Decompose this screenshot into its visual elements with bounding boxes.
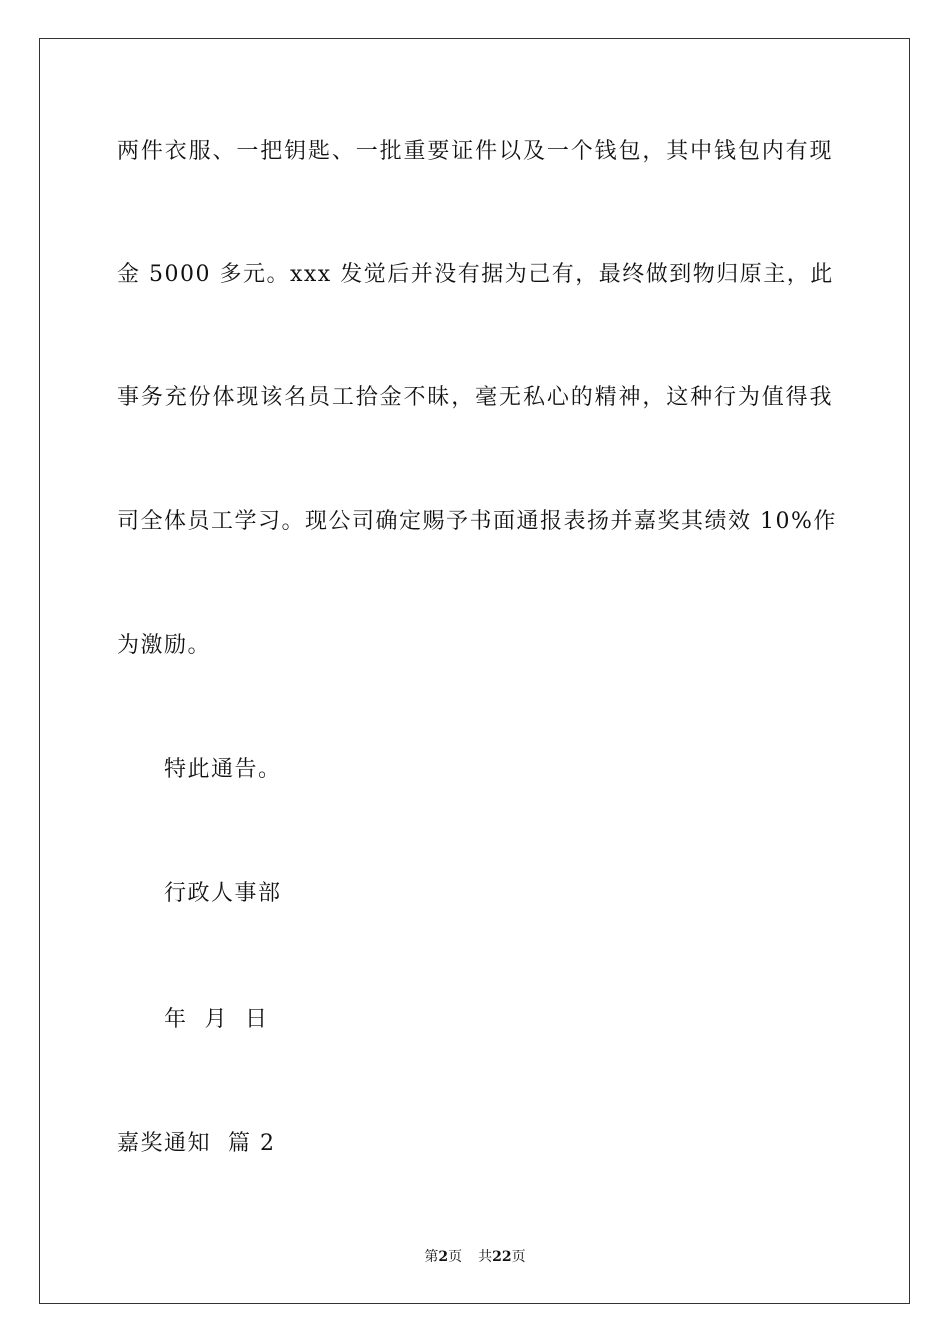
page-footer — [0, 1248, 950, 1266]
footer-page-total: 22 — [492, 1249, 512, 1265]
section-heading: 嘉奖通知 篇 2 — [117, 1131, 276, 1156]
closing-line: 特此通告。 — [164, 757, 282, 782]
footer-page-prefix: 第 — [424, 1249, 439, 1265]
date-line: 年 月 日 — [164, 1007, 269, 1032]
body-line-5: 为激励。 — [117, 633, 212, 658]
footer-page-current: 2 — [438, 1249, 449, 1265]
footer-total-suffix: 页 — [511, 1249, 526, 1265]
body-line-1: 两件衣服、一把钥匙、一批重要证件以及一个钱包，其中钱包内有现 — [117, 139, 833, 164]
footer-page-suffix: 页 — [448, 1249, 463, 1265]
department-line: 行政人事部 — [164, 881, 282, 906]
footer-total-prefix: 共 — [478, 1249, 493, 1265]
body-line-2: 金 5000 多元。xxx 发觉后并没有据为己有，最终做到物归原主，此 — [117, 262, 834, 287]
body-line-3: 事务充份体现该名员工拾金不昧，毫无私心的精神，这种行为值得我 — [117, 385, 833, 410]
body-line-4: 司全体员工学习。现公司确定赐予书面通报表扬并嘉奖其绩效 10%作 — [117, 509, 837, 534]
page-border — [39, 38, 910, 1304]
